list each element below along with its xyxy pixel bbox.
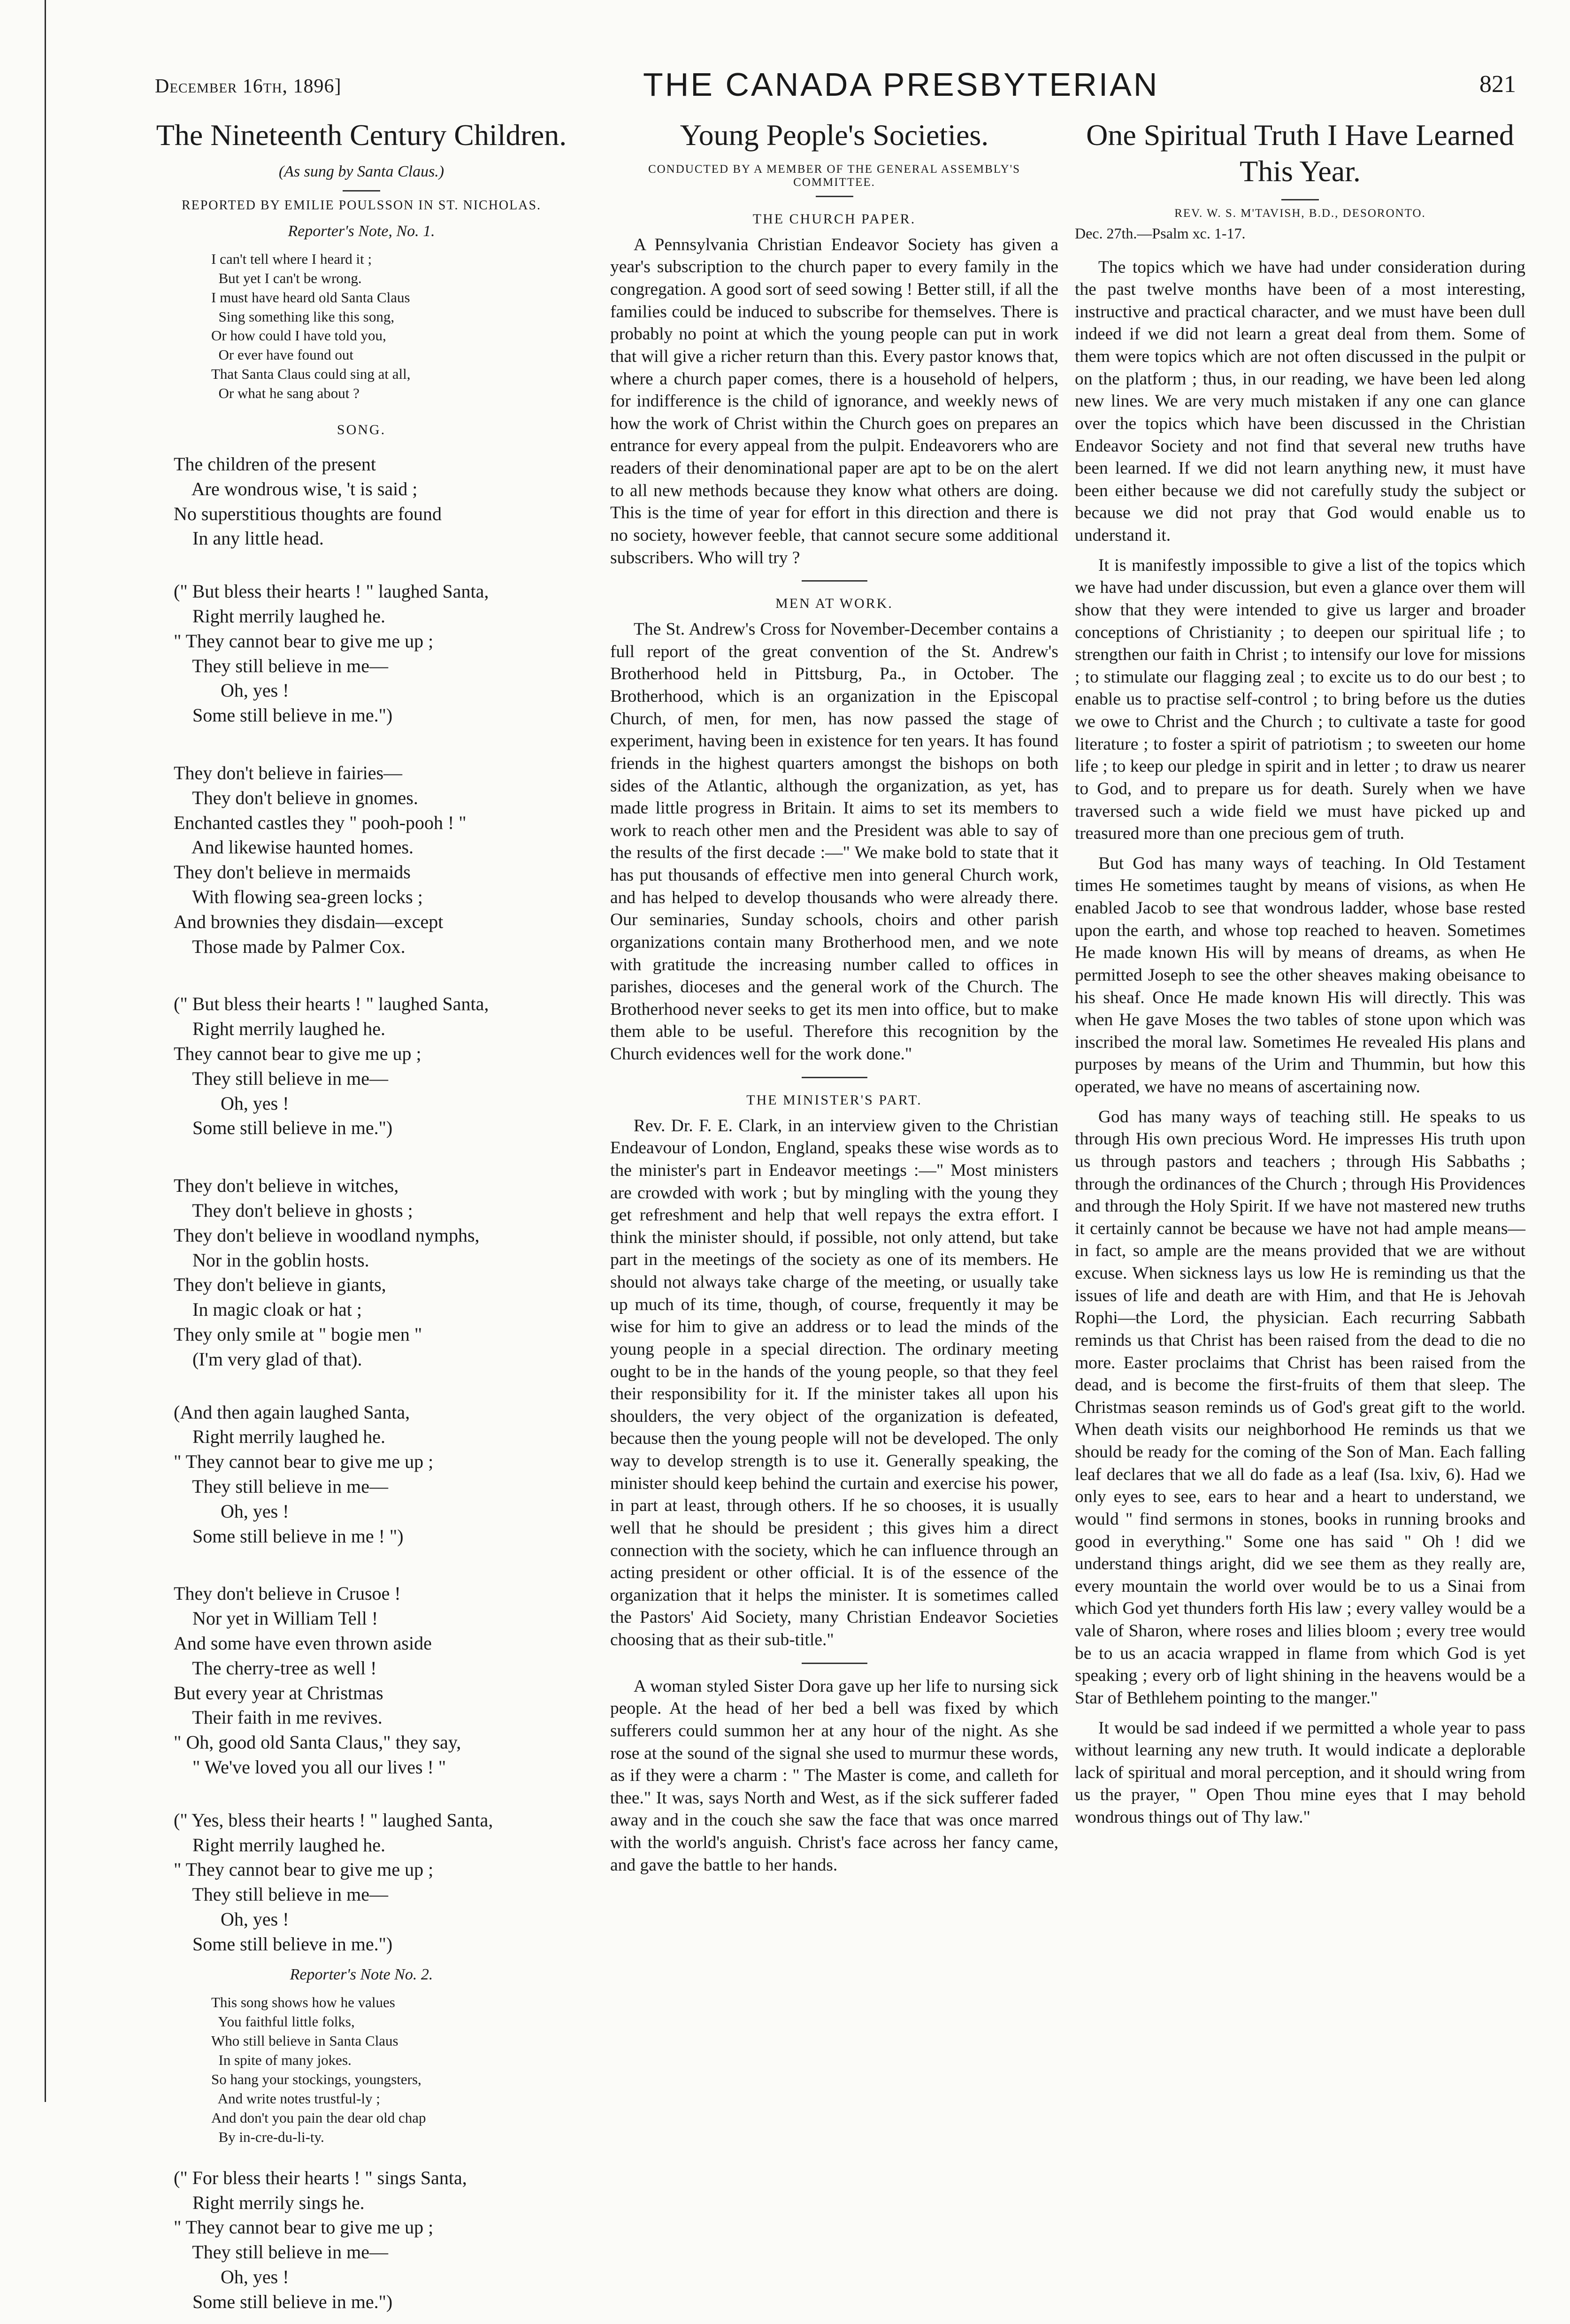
article-heading: THE CHURCH PAPER. <box>752 211 916 227</box>
article-author: REV. W. S. M'TAVISH, B.D., DESORONTO. <box>1174 207 1426 220</box>
article-heading: MEN AT WORK. <box>775 596 893 612</box>
stanza: (" But bless their hearts ! " laughed Santa, Right merrily laughed he. " They cannot bear to give me up ; They still believe in me— Oh, yes ! Some still believe in me.") <box>174 581 489 726</box>
divider <box>1281 199 1319 200</box>
song-heading: SONG. <box>337 422 386 438</box>
column-spiritual-truth <box>1075 117 1525 1836</box>
stanza: They don't believe in witches, They don't believe in ghosts ; They don't believe in woodland nymphs, Nor in the goblin hosts. They don't believe in giants, In magic cloak or hat ; They only smile at " bogie men " (I'm very glad of that). <box>174 1175 480 1370</box>
divider <box>802 580 867 582</box>
paragraph: It is manifestly impossible to give a list of the topics which we have had under discussion, but even a glance over them will show that they were intended to give us larger and broader conceptions of Christianity ; to deepen our spiritual life ; to strengthen our faith in Christ ; to intensify our love for missions ; to stimulate our flagging zeal ; to excite us to do our best ; to enable us to practise self-control ; to bring before us the duties we owe to Christ and the Church ; to cultivate a taste for good literature ; to foster a spirit of patriotism ; to sweeten our home life ; to keep our pledge in spirit and in letter ; to draw us nearer to God, and to prepare us for death. Surely when we have traversed such a wide field we must have picked up and treasured more than one precious gem of truth. <box>1075 555 1525 844</box>
article-body <box>610 618 1058 1066</box>
paragraph: A woman styled Sister Dora gave up her life to nursing sick people. At the head of her bed a bell was fixed by which sufferers could summon her at any hour of the night. As she rose at the sound of the signal she used to murmur these words, as if they were a charm : " The Master is come, and calleth for thee." It was, says North and West, as if the sick sufferer faded away and in the couch she saw the face that was once marred with the world's anguish. Christ's face across her fancy came, and gave the battle to her hands. <box>610 1676 1058 1875</box>
article-heading: THE MINISTER'S PART. <box>746 1092 922 1108</box>
divider <box>802 1663 867 1664</box>
column-poem <box>136 117 587 2324</box>
article-body <box>610 1675 1058 1877</box>
header-paper-name: THE CANADA PRESBYTERIAN <box>643 66 1159 103</box>
article-body <box>1075 256 1525 1829</box>
stanza: (" Yes, bless their hearts ! " laughed Santa, Right merrily laughed he. " They cannot bear to give me up ; They still believe in me— Oh, yes ! Some still believe in me.") <box>174 1809 493 1955</box>
section-conducted-by: CONDUCTED BY A MEMBER OF THE GENERAL ASSEMBLY'S COMMITTEE. <box>648 162 1021 189</box>
paragraph: A Pennsylvania Christian Endeavor Society has given a year's subscription to the church paper to every family in the congregation. A good sort of seed sowing ! Better still, if all the families could be induced to subscribe for themselves. There is probably no point at which the young people can put in work that will give a richer return than this. Every pastor knows that, where a church paper comes, there is a household of helpers, for indifference is the child of ignorance, and weekly news of how the work of Christ within the Church goes on prepares an entrance for every appeal from the pulpit. Endeavorers who are readers of their denominational paper are apt to be on the alert to all new methods because they know what others are doing. This is the time of year for effort in this direction and there is no society, however feeble, that cannot secure some additional subscribers. Who will try ? <box>610 235 1058 568</box>
reporter-note-2-heading: Reporter's Note No. 2. <box>290 1966 433 1984</box>
poem-title: The Nineteenth Century Children. <box>156 118 567 152</box>
divider <box>802 1077 867 1078</box>
reporter-note-2: This song shows how he values You faithful little folks, Who still believe in Santa Claus In spite of many jokes. So hang your stockings, youngsters, And write notes trustful-ly ; And don't you pain the dear old chap By in-cre-du-li-ty. <box>211 1994 426 2145</box>
paragraph: But God has many ways of teaching. In Old Testament times He sometimes taught by means of visions, as when He enabled Jacob to see that wondrous ladder, whose base rested upon the earth, and whose top reached to heaven. Sometimes He made known His will by means of dreams, as when He permitted Joseph to see the other sheaves making obeisance to his sheaf. Once He made known His will directly. This was when He gave Moses the two tables of stone upon which was inscribed the moral law. Sometimes He revealed His plans and purposes by means of the Urim and Thummin, but how this operated, we have no means of ascertaining now. <box>1075 853 1525 1097</box>
page-header <box>155 66 1516 108</box>
header-page-number: 821 <box>1479 71 1516 98</box>
reporter-note-1: I can't tell where I heard it ; But yet I can't be wrong. I must have heard old Santa Claus Sing something like this song, Or how could I have told you, Or ever have found out That Santa Claus could sing at all, Or what he sang about ? <box>211 250 411 402</box>
column-young-peoples-societies <box>610 117 1058 1884</box>
reporter-note-1-heading: Reporter's Note, No. 1. <box>288 222 435 240</box>
article-title: One Spiritual Truth I Have Learned This Year. <box>1086 118 1514 188</box>
poem-subtitle: (As sung by Santa Claus.) <box>278 162 444 180</box>
paragraph: It would be sad indeed if we permitted a whole year to pass without learning any new truth. It would indicate a deplorable lack of spiritual and moral perception, and it should wring from us the prayer, " Open Thou mine eyes that I may behold wondrous things out of Thy law." <box>1075 1718 1525 1827</box>
stanza: They don't believe in Crusoe ! Nor yet in William Tell ! And some have even thrown aside The cherry-tree as well ! But every year at Christmas Their faith in me revives. " Oh, good old Santa Claus," they say, " We've loved you all our lives ! " <box>174 1583 461 1778</box>
stanza: (And then again laughed Santa, Right merrily laughed he. " They cannot bear to give me up ; They still believe in me— Oh, yes ! Some still believe in me ! ") <box>174 1401 434 1547</box>
final-stanza: (" For bless their hearts ! " sings Santa, Right merrily sings he. " They cannot bear to give me up ; They still believe in me— Oh, yes ! Some still believe in me.") <box>174 2167 467 2312</box>
stanza: They don't believe in fairies— They don't believe in gnomes. Enchanted castles they " pooh-pooh ! " And likewise haunted homes. They don't believe in mermaids With flowing sea-green locks ; And brownies they disdain—except Those made by Palmer Cox. <box>174 762 467 957</box>
article-body <box>610 1115 1058 1651</box>
divider <box>343 190 380 192</box>
section-title: Young People's Societies. <box>680 118 989 152</box>
binding-rule <box>45 0 46 2102</box>
poem-reported-by: REPORTED BY EMILIE POULSSON IN ST. NICHOLAS. <box>181 198 542 213</box>
paragraph: God has many ways of teaching still. He speaks to us through His own precious Word. He impresses His truth upon us through pastors and teachers ; through His Sabbaths ; through the ordinances of the Church ; through His Providences and through the Holy Spirit. If we have not mastered new truths it certainly cannot be because we have not had ample means—in fact, so ample are the means provided that we are without excuse. When sickness lays us low He is reminding us that the issues of life and death are with Him, and that He is Jehovah Rophi—the Lord, the physician. Each recurring Sabbath reminds us that Christ has been raised from the dead to die no more. Easter proclaims that Christ has been raised from the dead, and is become the first-fruits of them that sleep. The Christmas season reminds us of God's great gift to the world. When death visits our neighborhood He reminds us that we should be ready for the coming of the Son of Man. Each falling leaf declares that we all do fade as a leaf (Isa. lxiv, 6). Had we only eyes to see, ears to hear and a heart to understand, we would " find sermons in stones, books in running brooks and good in everything." Some one has said " Oh ! did we understand things aright, did we see them as they really are, every mountain the world over would be to us a Sinai from which God yet thunders forth His law ; every valley would be a vale of Sharon, where roses and lilies bloom ; every tree would be to us an acacia wrapped in flame from which God is yet speaking ; every orb of light shining in the heavens would be a Star of Bethlehem pointing to the manger." <box>1075 1107 1525 1708</box>
paragraph: The topics which we have had under consideration during the past twelve months have been of a most interesting, instructive and practical character, and we must have been dull indeed if we did not learn a great deal from them. Some of them were topics which are not often discussed in the pulpit or on the platform ; thus, in our reading, we have been led along new lines. We are very much mistaken if any one can glance over the topics which have been discussed in the Christian Endeavor Society and not find that several new truths have been learned. If we did not learn anything new, it must have been either because we did not carefully study the subject or because we did not pray that God would enable us to understand it. <box>1075 257 1525 545</box>
article-body <box>610 234 1058 569</box>
divider <box>816 196 853 197</box>
paragraph: The St. Andrew's Cross for November-December contains a full report of the great convention of the St. Andrew's Brotherhood held in Pittsburg, Pa., in October. The Brotherhood, which is an organization in the Episcopal Church, of men, for men, has now passed the stage of experiment, having been in existence for ten years. It has found friends in the highest quarters amongst the bishops on both sides of the Atlantic, although the organization, as yet, has made little progress in Britain. It aims to set its members to work to reach other men and the President was able to say of the results of the first decade :—" We make bold to state that it has put thousands of effective men into general Church work, and has helped to develop thousands who were already there. Our seminaries, Sunday schools, choirs and other parish organizations contain many Brotherhood men, and we note with gratitude the increasing number called to offices in parishes, dioceses and the general work of the Church. The Brotherhood never seeks to get its men into office, but to make them able to be useful. Therefore this recognition by the Church evidences well for the work done." <box>610 620 1058 1064</box>
lesson-reference: Dec. 27th.—Psalm xc. 1-17. <box>1075 224 1246 242</box>
header-date: December 16th, 1896] <box>155 76 342 97</box>
stanza: (" But bless their hearts ! " laughed Santa, Right merrily laughed he. They cannot bear to give me up ; They still believe in me— Oh, yes ! Some still believe in me.") <box>174 993 489 1139</box>
paragraph: Rev. Dr. F. E. Clark, in an interview given to the Christian Endeavour of London, England, speaks these wise words as to the minister's part in Endeavor meetings :—" Most ministers are crowded with work ; but by mingling with the young they get refreshment and help that well repays the extra effort. I think the minister should, if possible, not only attend, but take part in the meetings of the society as one of its members. He should not always take charge of the meeting, or usually take up much of its time, though, of course, frequently it may be wise for him to give an address or to lead the minds of the young people in a special direction. The ordinary meeting ought to be in the hands of the young people, so that they feel their responsibility for it. If the minister takes all upon his shoulders, the very object of the organization is defeated, because then the young people will not be developed. The only way to develop strength is to use it. Generally speaking, the minister should keep behind the curtain and exercise his power, in part at least, through others. If he so chooses, it is usually well that he should be president ; this gives him a direct connection with the society, which he can influence through an acting president or other official. It is of the essence of the organization that it helps the minister. It is sometimes called the Pastors' Aid Society, many Christian Endeavor Societies choosing that as their sub-title." <box>610 1116 1058 1650</box>
stanza: The children of the present Are wondrous wise, 't is said ; No superstitious thoughts are found In any little head. <box>174 453 442 549</box>
